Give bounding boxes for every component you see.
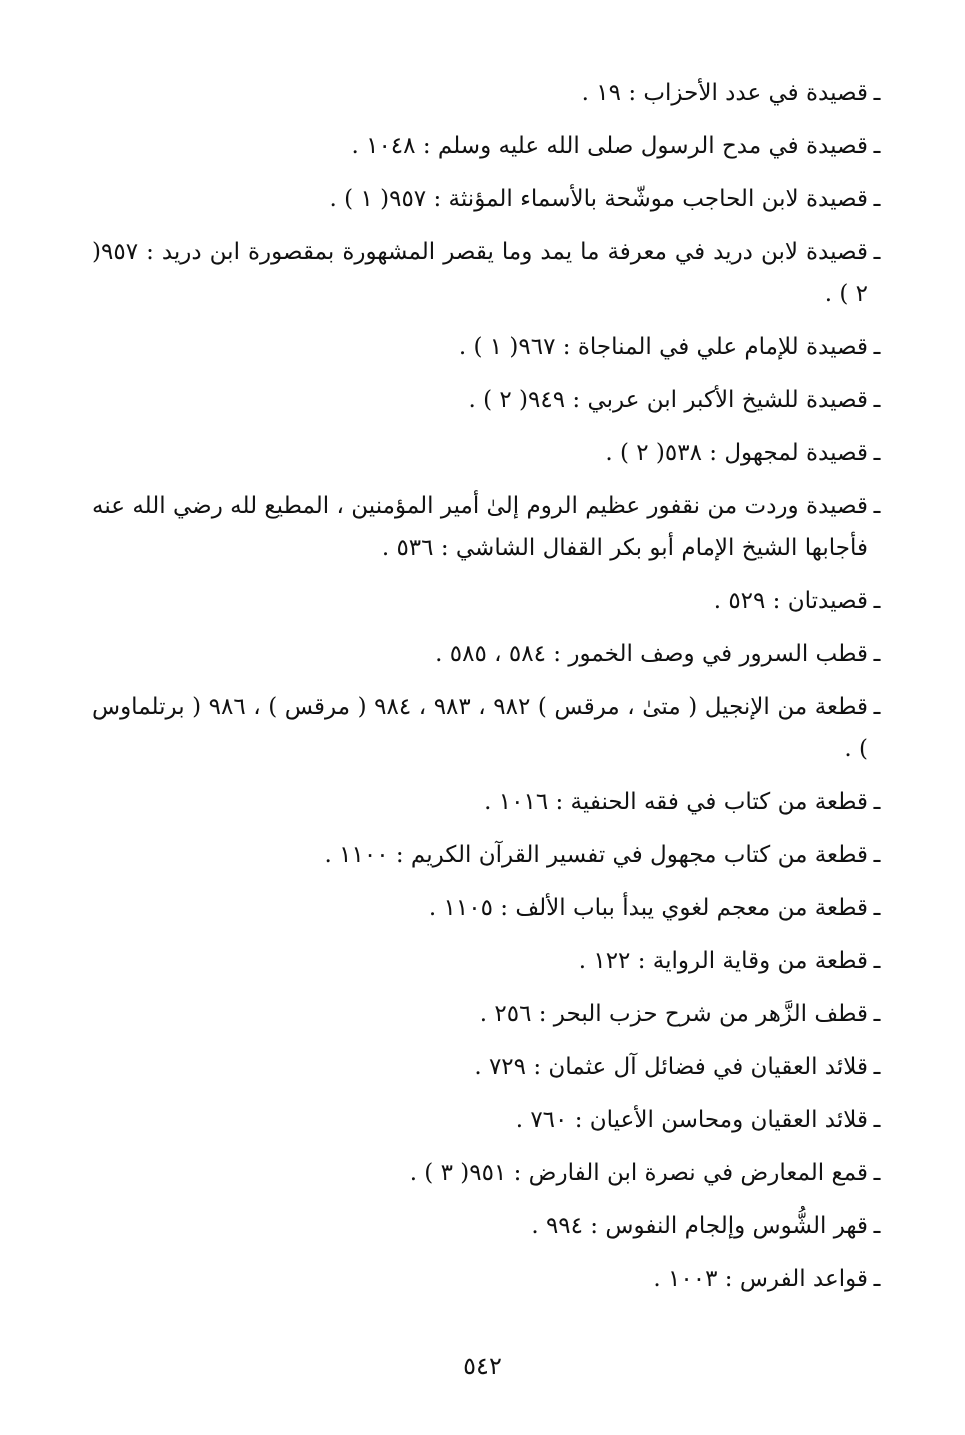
index-entry — [92, 1205, 882, 1247]
entry-dash: ـ — [873, 186, 881, 212]
index-entry — [92, 231, 882, 315]
index-entry — [92, 432, 882, 474]
entry-dash: ـ — [873, 641, 881, 667]
entry-text: قصيدة وردت من نقفور عظيم الروم إلىٰ أمير المؤمنين ، المطيع لله رضي الله عنه فأجابها الشيخ الإمام أبو بكر القفال الشاشي : ٥٣٦ . — [92, 493, 868, 561]
entry-text: قصيدة لابن الحاجب موشّحة بالأسماء المؤنثة : ٩٥٧( ١ ) . — [329, 186, 868, 212]
index-entry — [92, 686, 882, 770]
entry-text: قصيدة لابن دريد في معرفة ما يمد وما يقصر المشهورة بمقصورة ابن دريد : ٩٥٧( ٢ ) . — [92, 239, 868, 307]
index-entry — [92, 1099, 882, 1141]
entry-dash: ـ — [873, 789, 881, 815]
entry-text: قطعة من معجم لغوي يبدأ بباب الألف : ١١٠٥ . — [428, 895, 868, 921]
entry-text: قطعة من كتاب مجهول في تفسير القرآن الكريم : ١١٠٠ . — [324, 842, 868, 868]
index-list — [92, 72, 882, 1311]
index-entry — [92, 993, 882, 1035]
index-entry — [92, 940, 882, 982]
entry-text: قطب السرور في وصف الخمور : ٥٨٤ ، ٥٨٥ . — [435, 641, 868, 667]
entry-text: قصيدة للشيخ الأكبر ابن عربي : ٩٤٩( ٢ ) . — [468, 387, 868, 413]
index-entry — [92, 326, 882, 368]
entry-dash: ـ — [873, 440, 881, 466]
index-entry — [92, 580, 882, 622]
entry-dash: ـ — [873, 1054, 881, 1080]
entry-dash: ـ — [873, 493, 881, 519]
index-entry — [92, 781, 882, 823]
entry-text: قصيدة في مدح الرسول صلى الله عليه وسلم : ١٠٤٨ . — [351, 133, 868, 159]
index-entry — [92, 178, 882, 220]
index-entry — [92, 1046, 882, 1088]
entry-dash: ـ — [873, 334, 881, 360]
entry-dash: ـ — [873, 1266, 881, 1292]
entry-dash: ـ — [873, 895, 881, 921]
index-entry — [92, 834, 882, 876]
entry-text: قمع المعارض في نصرة ابن الفارض : ٩٥١( ٣ ) . — [409, 1160, 868, 1186]
entry-dash: ـ — [873, 694, 881, 720]
entry-dash: ـ — [873, 1160, 881, 1186]
entry-dash: ـ — [873, 133, 881, 159]
entry-text: قطعة من الإنجيل ( متىٰ ، مرقس ) ٩٨٢ ، ٩٨٣ ، ٩٨٤ ( مرقس ) ، ٩٨٦ ( برتلماوس ) . — [92, 694, 869, 762]
entry-dash: ـ — [873, 1001, 881, 1027]
page-number: ٥٤٢ — [463, 1352, 502, 1380]
entry-dash: ـ — [873, 387, 881, 413]
entry-dash: ـ — [873, 588, 881, 614]
index-entry — [92, 1258, 882, 1300]
index-entry — [92, 125, 882, 167]
entry-text: قصيدتان : ٥٢٩ . — [713, 588, 868, 614]
entry-text: قطعة من كتاب في فقه الحنفية : ١٠١٦ . — [484, 789, 868, 815]
entry-text: قصيدة للإمام علي في المناجاة : ٩٦٧( ١ ) . — [458, 334, 868, 360]
entry-text: قواعد الفرس : ١٠٠٣ . — [653, 1266, 868, 1292]
entry-dash: ـ — [873, 239, 881, 265]
index-entry — [92, 633, 882, 675]
entry-dash: ـ — [873, 842, 881, 868]
index-entry — [92, 1152, 882, 1194]
entry-text: قلائد العقيان في فضائل آل عثمان : ٧٢٩ . — [474, 1054, 868, 1080]
index-entry — [92, 379, 882, 421]
entry-text: قطعة من وقاية الرواية : ١٢٢ . — [578, 948, 868, 974]
entry-text: قهر الشُّوس وإلجام النفوس : ٩٩٤ . — [531, 1213, 868, 1239]
index-entry — [92, 887, 882, 929]
entry-dash: ـ — [873, 1107, 881, 1133]
entry-text: قطف الزَّهر من شرح حزب البحر : ٢٥٦ . — [479, 1001, 868, 1027]
entry-dash: ـ — [873, 948, 881, 974]
entry-dash: ـ — [873, 80, 881, 106]
index-entry — [92, 72, 882, 114]
entry-dash: ـ — [873, 1213, 881, 1239]
entry-text: قصيدة في عدد الأحزاب : ١٩ . — [581, 80, 868, 106]
index-entry — [92, 485, 882, 569]
entry-text: قصيدة لمجهول : ٥٣٨( ٢ ) . — [605, 440, 868, 466]
entry-text: قلائد العقيان ومحاسن الأعيان : ٧٦٠ . — [515, 1107, 868, 1133]
